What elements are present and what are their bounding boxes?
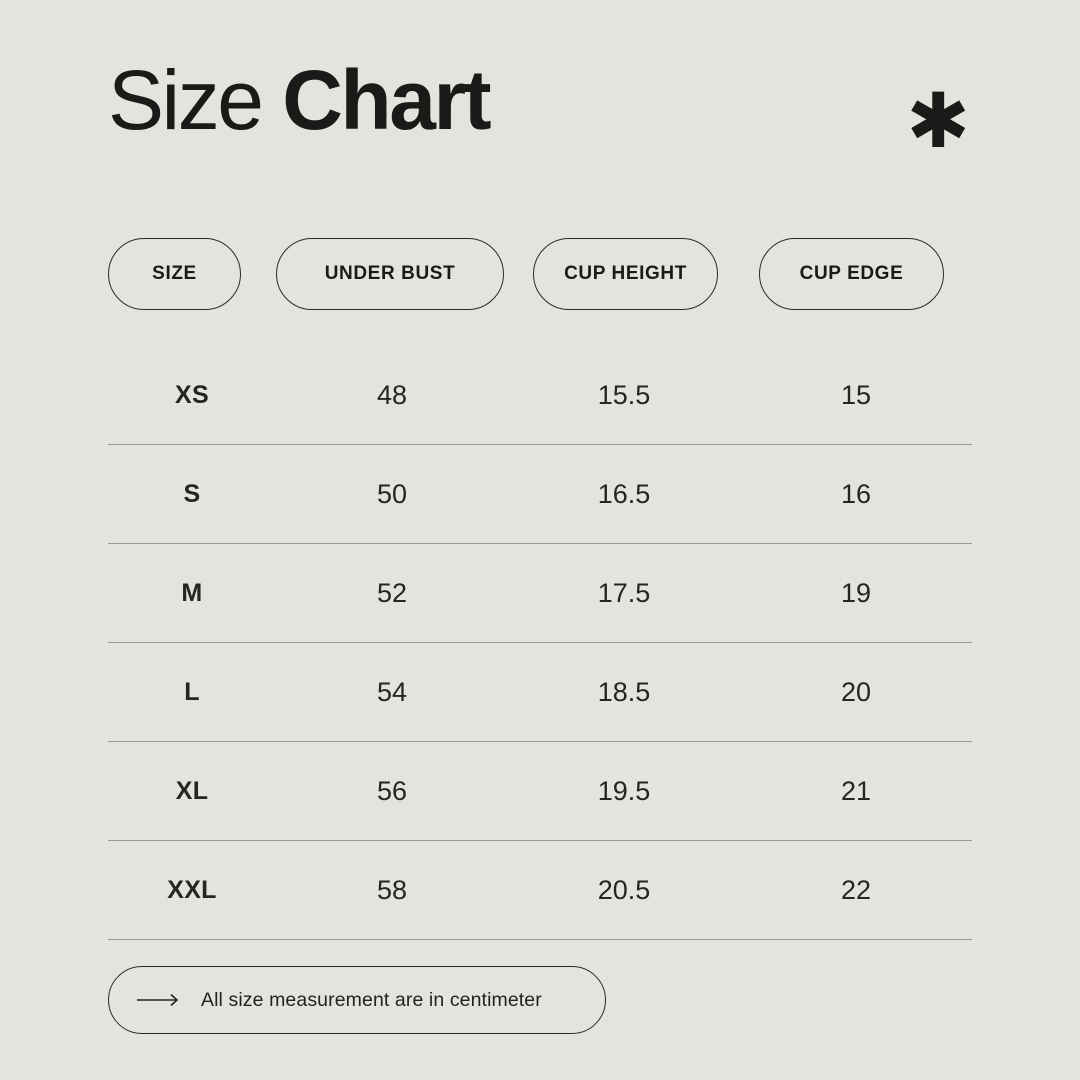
column-header-row xyxy=(108,238,972,310)
column-header-size: SIZE xyxy=(108,238,241,310)
asterisk-icon: ✱ xyxy=(906,79,970,164)
measurement-note xyxy=(108,966,606,1034)
table-row xyxy=(108,346,972,445)
arrow-right-icon xyxy=(137,993,181,1007)
cell-cup-edge: 15 xyxy=(840,379,872,410)
cell-size: XL xyxy=(175,776,209,805)
cell-cup-height: 20.5 xyxy=(597,874,651,905)
table-row xyxy=(108,445,972,544)
cell-size: XS xyxy=(175,380,209,409)
cell-under-bust: 58 xyxy=(376,874,408,905)
cell-size: S xyxy=(183,479,201,508)
column-header-under-bust: UNDER BUST xyxy=(276,238,504,310)
size-table xyxy=(108,346,972,940)
cell-under-bust: 48 xyxy=(376,379,408,410)
cell-cup-edge: 22 xyxy=(840,874,872,905)
cell-cup-height: 19.5 xyxy=(597,775,651,806)
page-title-bold: Chart xyxy=(282,53,490,147)
column-header-cup-height: CUP HEIGHT xyxy=(533,238,718,310)
column-header-cup-edge: CUP EDGE xyxy=(759,238,944,310)
cell-under-bust: 52 xyxy=(376,577,408,608)
cell-cup-height: 17.5 xyxy=(597,577,651,608)
page-title xyxy=(108,53,490,147)
cell-cup-edge: 20 xyxy=(840,676,872,707)
table-row xyxy=(108,841,972,940)
cell-under-bust: 50 xyxy=(376,478,408,509)
cell-cup-edge: 19 xyxy=(840,577,872,608)
cell-cup-edge: 16 xyxy=(840,478,872,509)
cell-cup-edge: 21 xyxy=(840,775,872,806)
page-title-light: Size xyxy=(108,53,283,147)
cell-under-bust: 54 xyxy=(376,676,408,707)
cell-size: L xyxy=(184,677,200,706)
cell-under-bust: 56 xyxy=(376,775,408,806)
header xyxy=(108,0,972,164)
measurement-note-text: All size measurement are in centimeter xyxy=(201,988,542,1011)
cell-cup-height: 18.5 xyxy=(597,676,651,707)
cell-cup-height: 16.5 xyxy=(597,478,651,509)
cell-cup-height: 15.5 xyxy=(597,379,651,410)
cell-size: M xyxy=(181,578,203,607)
cell-size: XXL xyxy=(167,875,217,904)
table-row xyxy=(108,742,972,841)
table-row xyxy=(108,544,972,643)
table-row xyxy=(108,643,972,742)
